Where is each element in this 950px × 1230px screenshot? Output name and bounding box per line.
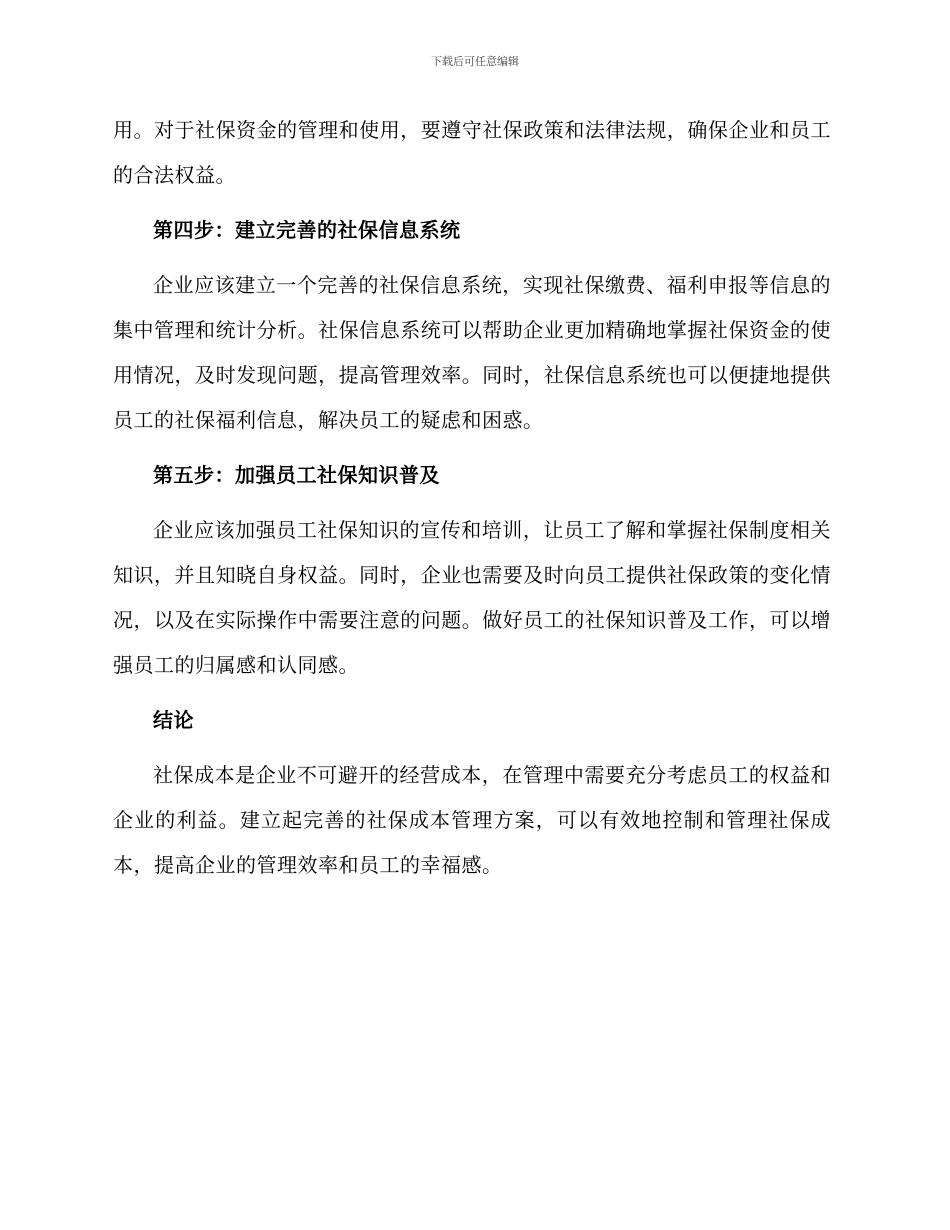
conclusion-heading: 结论 [153,708,194,732]
conclusion-paragraph: 社保成本是企业不可避开的经营成本，在管理中需要充分考虑员工的权益和企业的利益。建立起完善的社保成本管理方案，可以有效地控制和管理社保成本，提高企业的管理效率和员工的幸福感。 [113,763,831,877]
page-header: 下载后可任意编辑 [431,55,519,68]
continuation-paragraph: 用。对于社保资金的管理和使用，要遵守社保政策和法律法规，确保企业和员工的合法权益。 [113,118,831,187]
step4-paragraph: 企业应该建立一个完善的社保信息系统，实现社保缴费、福利申报等信息的集中管理和统计分析。社保信息系统可以帮助企业更加精确地掌握社保资金的使用情况，及时发现问题，提高管理效率。同时，社保信息系统也可以便捷地提供员工的社保福利信息，解决员工的疑虑和困惑。 [113,273,831,432]
step4-heading: 第四步：建立完善的社保信息系统 [153,218,461,242]
document-body [113,108,831,898]
step5-paragraph: 企业应该加强员工社保知识的宣传和培训，让员工了解和掌握社保制度相关知识，并且知晓自身权益。同时，企业也需要及时向员工提供社保政策的变化情况，以及在实际操作中需要注意的问题。做好员工的社保知识普及工作，可以增强员工的归属感和认同感。 [113,518,831,677]
step5-heading: 第五步：加强员工社保知识普及 [153,463,440,487]
